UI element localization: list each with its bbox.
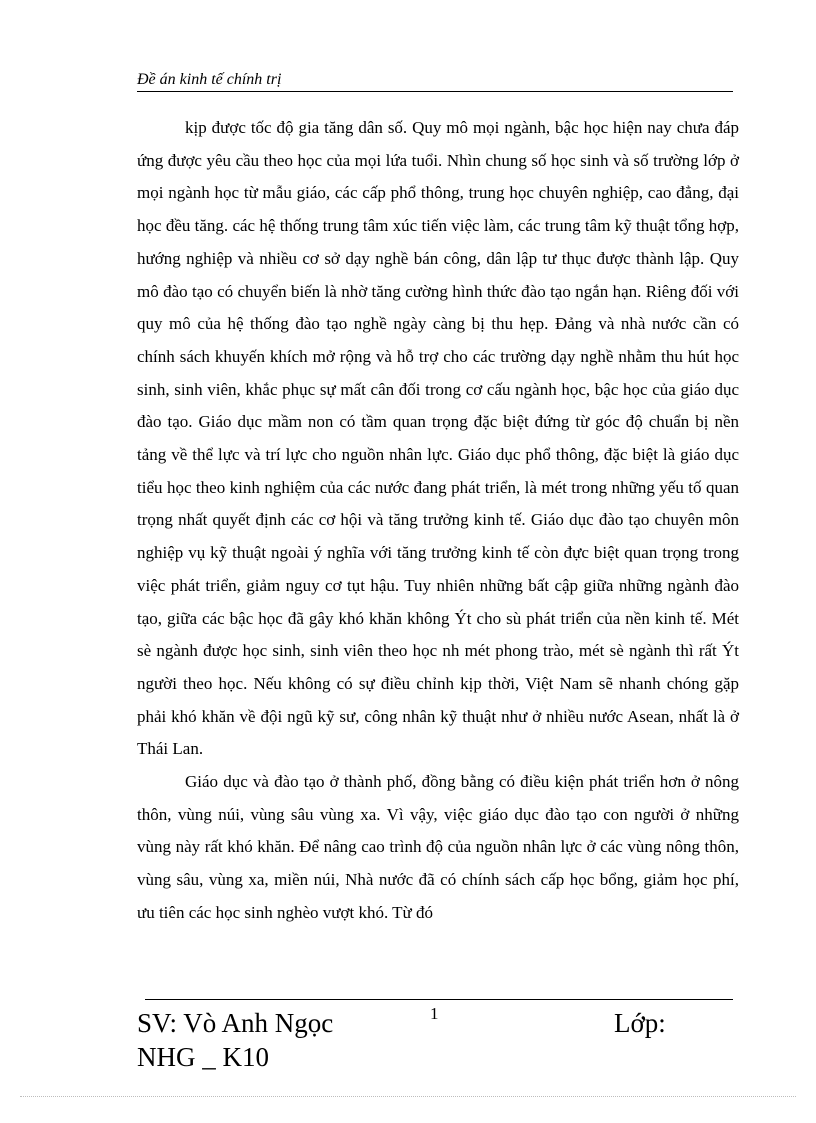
page-number: 1 bbox=[430, 1004, 439, 1023]
footer-divider bbox=[145, 999, 733, 1000]
page-bottom-border bbox=[20, 1096, 796, 1097]
footer-student-name: SV: Vò Anh Ngọc NHG _ K10 bbox=[137, 1008, 334, 1072]
page-header-title: Đề án kinh tế chính trị bbox=[137, 70, 733, 92]
footer-class-label: Lớp: bbox=[614, 1008, 666, 1038]
document-body bbox=[137, 112, 739, 930]
paragraph-1: kịp được tốc độ gia tăng dân số. Quy mô mọi ngành, bậc học hiện nay chưa đáp ứng được yêu cầu theo học của mọi lứa tuổi. Nhìn chung số học sinh và số trường lớp ở mọi ngành học từ mẫu giáo, các cấp phổ thông, trung học chuyên nghiệp, cao đẳng, đại học đều tăng. các hệ thống trung tâm xúc tiến việc làm, các trung tâm kỹ thuật tổng hợp, hướng nghiệp và nhiều cơ sở dạy nghề bán công, dân lập tư thục được thành lập. Quy mô đào tạo có chuyển biến là nhờ tăng cường hình thức đào tạo ngắn hạn. Riêng đối với quy mô của hệ thống đào tạo nghề ngày càng bị thu hẹp. Đảng và nhà nước cần có chính sách khuyến khích mở rộng và hỗ trợ cho các trường dạy nghề nhằm thu hút học sinh, sinh viên, khắc phục sự mất cân đối trong cơ cấu ngành học, bậc học của giáo dục đào tạo. Giáo dục mầm non có tầm quan trọng đặc biệt đứng từ góc độ chuẩn bị nền tảng về thể lực và trí lực cho nguồn nhân lực. Giáo dục phổ thông, đặc biệt là giáo dục tiểu học theo kinh nghiệm của các nước đang phát triển, là mét trong những yếu tố quan trọng nhất quyết định các cơ hội và tăng trưởng kinh tế. Giáo dục đào tạo chuyên môn nghiệp vụ kỹ thuật ngoài ý nghĩa với tăng trưởng kinh tế còn đực biệt quan trọng trong việc phát triển, giảm nguy cơ tụt hậu. Tuy nhiên những bất cập giữa những ngành đào tạo, giữa các bậc học đã gây khó khăn không Ýt cho sù phát triển của nền kinh tế. Mét sè ngành được học sinh, sinh viên theo học nh mét phong trào, mét sè ngành thì rất Ýt người theo học. Nếu không có sự điều chỉnh kịp thời, Việt Nam sẽ nhanh chóng gặp phải khó khăn về đội ngũ kỹ sư, công nhân kỹ thuật như ở nhiều nước Asean, nhất là ở Thái Lan. bbox=[137, 118, 739, 759]
paragraph-2: Giáo dục và đào tạo ở thành phố, đồng bằng có điều kiện phát triển hơn ở nông thôn, vùng núi, vùng sâu vùng xa. Vì vậy, việc giáo dục đào tạo con người ở những vùng này rất khó khăn. Để nâng cao trình độ của nguồn nhân lực ở các vùng nông thôn, vùng sâu, vùng xa, miền núi, Nhà nước đã có chính sách cấp học bổng, giảm học phí, ưu tiên các học sinh nghèo vượt khó. Từ đó bbox=[137, 772, 739, 922]
